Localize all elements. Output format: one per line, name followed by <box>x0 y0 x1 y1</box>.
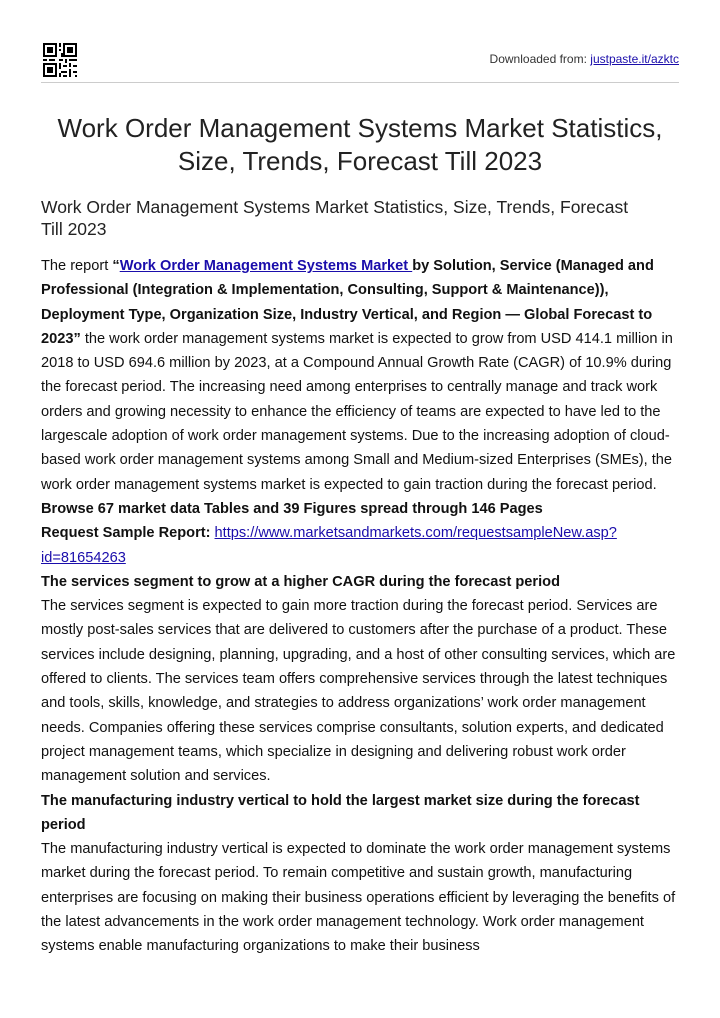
sample-link[interactable]: https://www.marketsandmarkets.com/requestsampleNew.asp?id=81654263 <box>41 525 617 566</box>
manufacturing-heading: The manufacturing industry vertical to hold the largest market size during the forecast period <box>41 792 640 833</box>
qr-code-icon <box>43 43 77 77</box>
header-divider <box>41 82 679 83</box>
intro-prefix: The report <box>41 258 113 274</box>
intro-paragraph <box>41 254 686 497</box>
manufacturing-paragraph: The manufacturing industry vertical is expected to dominate the work order management systems market during the forecast period. To remain competitive and sustain growth, manufacturing enterprises are focusing on making their business operations efficient by leveraging the benefits of the latest advancements in the work order management technology. Work order management systems enable manufacturing organizations to make their business <box>41 841 676 955</box>
sample-line <box>41 521 686 570</box>
intro-text: the work order management systems market is expected to grow from USD 414.1 million in 2018 to USD 694.6 million by 2023, at a Compound Annual Growth Rate (CAGR) of 10.9% during the forecast period. The increasing need among enterprises to centrally manage and track work orders and growing necessity to enhance the efficiency of teams are expected to have led to the largescale adoption of work order management systems. Due to the increasing adoption of cloud-based work order management systems among Small and Medium-sized Enterprises (SMEs), the work order management systems market is expected to gain traction during the forecast period. <box>41 330 673 493</box>
page-subtitle: Work Order Management Systems Market Statistics, Size, Trends, Forecast Till 2023 <box>41 197 629 239</box>
report-title: by Solution, Service (Managed and Professional (Integration & Implementation, Consulting, Support & Maintenance)), Deployment Type, Organization Size, Industry Vertical, and Region — Global Forecast to 2023” <box>41 258 654 347</box>
services-heading: The services segment to grow at a higher CAGR during the forecast period <box>41 573 560 590</box>
browse-line: Browse 67 market data Tables and 39 Figures spread through 146 Pages <box>41 500 543 517</box>
source-link[interactable]: justpaste.it/azktc <box>590 52 679 66</box>
page-title: Work Order Management Systems Market Statistics, Size, Trends, Forecast Till 2023 <box>57 113 663 176</box>
article-body <box>41 254 686 959</box>
quote-open: “ <box>112 258 120 274</box>
services-paragraph: The services segment is expected to gain more traction during the forecast period. Services are mostly post-sales services that are delivered to customers after the purchase of a product. These services include designing, planning, upgrading, and a host of other consulting services, which are offered to clients. The services team offers comprehensive services through the latest techniques and tools, skills, knowledge, and strategies to address organizations’ work order management needs. Companies offering these services comprise consultants, solution experts, and dedicated project management teams, which specialize in designing and delivering robust work order management solution and services. <box>41 598 676 785</box>
report-link[interactable]: Work Order Management Systems Market <box>119 258 413 274</box>
downloaded-label: Downloaded from: <box>489 52 587 66</box>
download-source <box>490 52 679 66</box>
sample-label: Request Sample Report: <box>41 525 211 542</box>
